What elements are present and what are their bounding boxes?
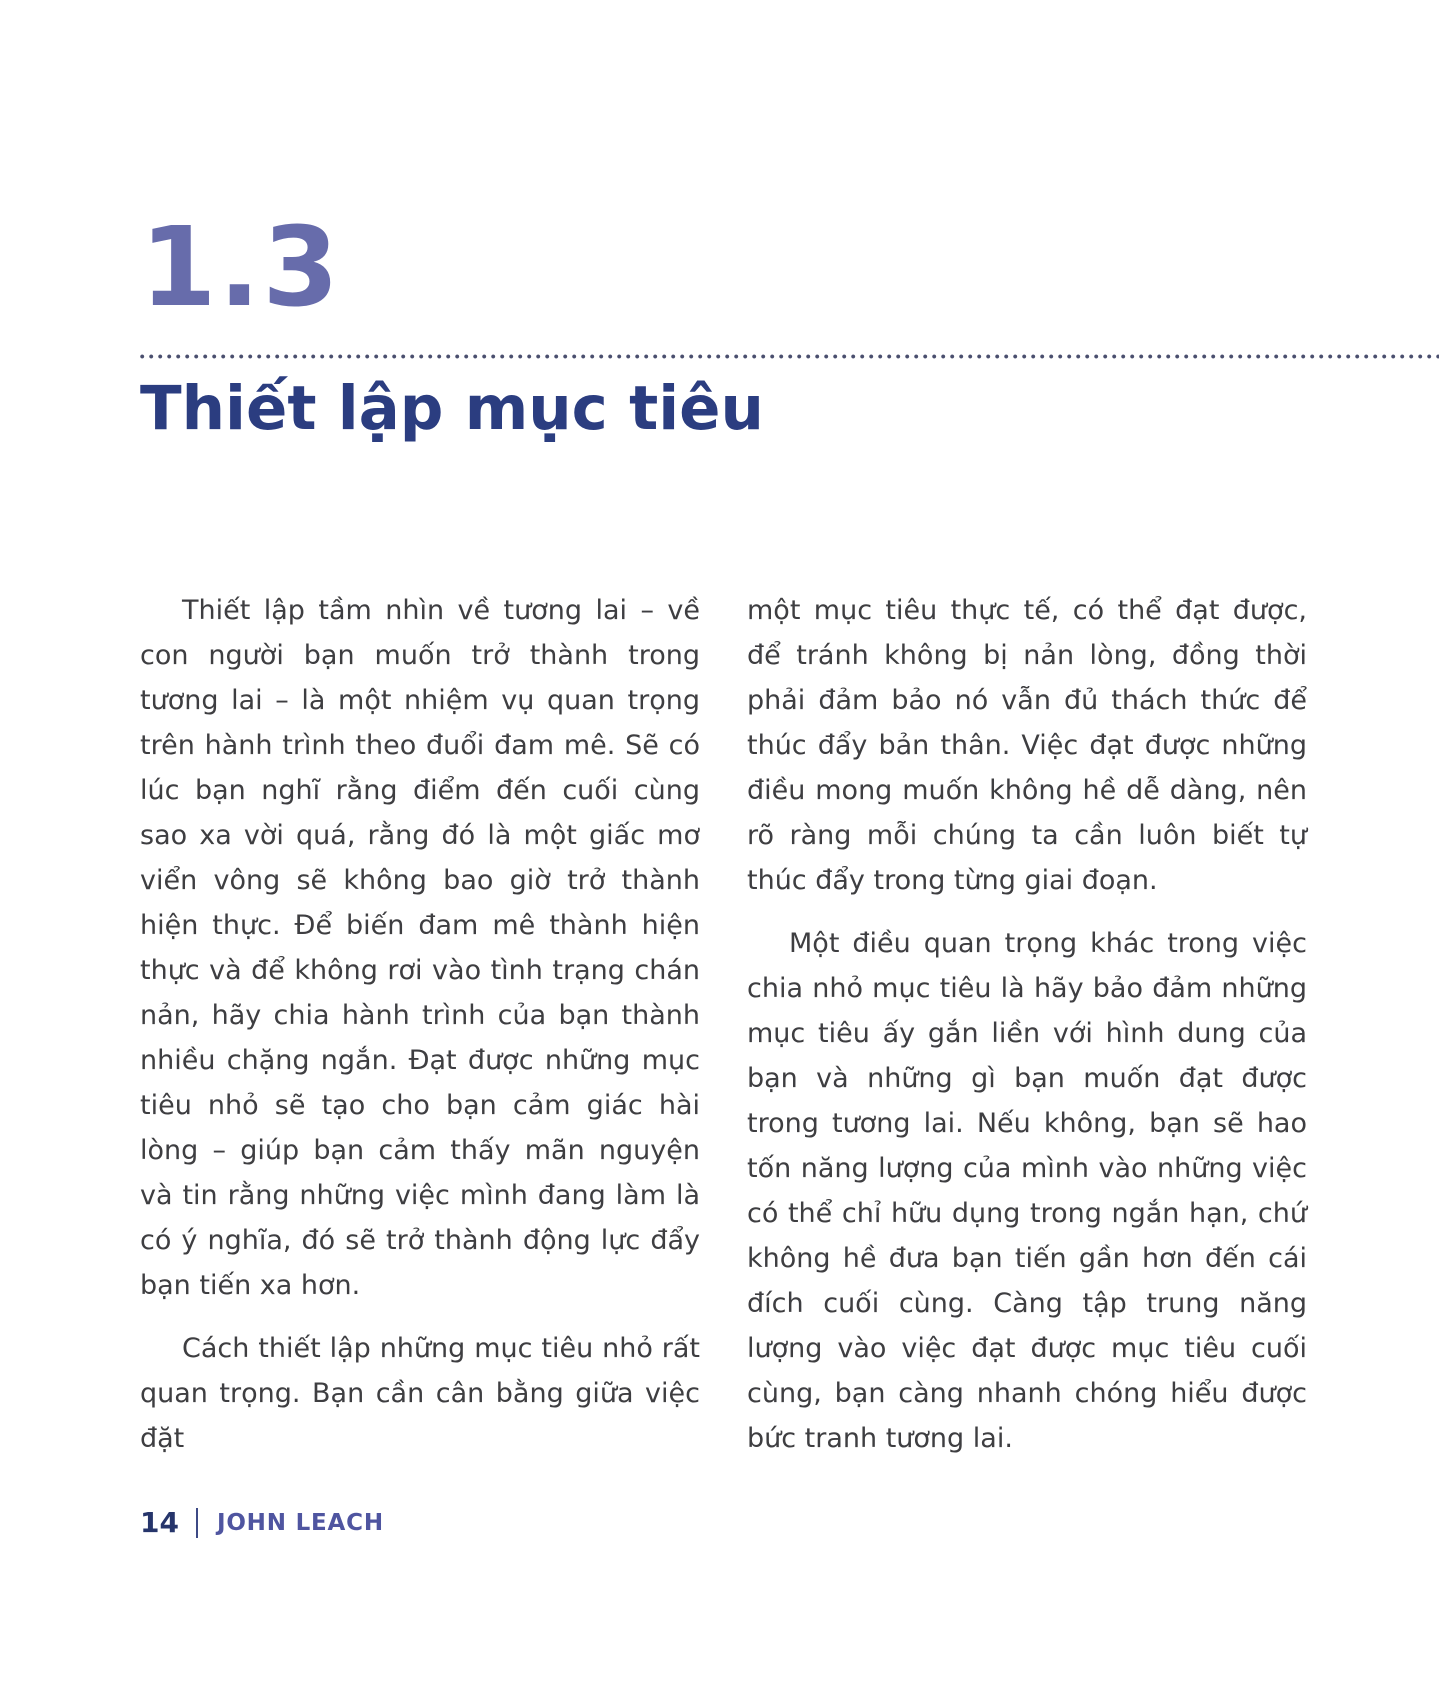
paragraph: một mục tiêu thực tế, có thể đạt được, để tránh không bị nản lòng, đồng thời phải đảm bảo nó vẫn đủ thách thức để thúc đẩy bản thân. Việc đạt được những điều mong muốn không hề dễ dàng, nên rõ ràng mỗi chúng ta cần luôn biết tự thúc đẩy trong từng giai đoạn. <box>747 595 1307 896</box>
paragraph: Cách thiết lập những mục tiêu nhỏ rất quan trọng. Bạn cần cân bằng giữa việc đặt <box>140 1333 700 1454</box>
author-name: JOHN LEACH <box>216 1509 384 1536</box>
page-footer <box>140 1506 384 1539</box>
dotted-divider <box>140 354 1439 359</box>
section-title: Thiết lập mục tiêu <box>140 373 764 444</box>
two-column-body <box>140 588 1307 1479</box>
section-number: 1.3 <box>140 203 341 331</box>
page-number: 14 <box>140 1506 179 1539</box>
paragraph: Thiết lập tầm nhìn về tương lai – về con người bạn muốn trở thành trong tương lai – là một nhiệm vụ quan trọng trên hành trình theo đuổi đam mê. Sẽ có lúc bạn nghĩ rằng điểm đến cuối cùng sao xa vời quá, rằng đó là một giấc mơ viển vông sẽ không bao giờ trở thành hiện thực. Để biến đam mê thành hiện thực và để không rơi vào tình trạng chán nản, hãy chia hành trình của bạn thành nhiều chặng ngắn. Đạt được những mục tiêu nhỏ sẽ tạo cho bạn cảm giác hài lòng – giúp bạn cảm thấy mãn nguyện và tin rằng những việc mình đang làm là có ý nghĩa, đó sẽ trở thành động lực đẩy bạn tiến xa hơn. <box>140 595 700 1301</box>
section-header <box>0 203 1439 444</box>
paragraph: Một điều quan trọng khác trong việc chia nhỏ mục tiêu là hãy bảo đảm những mục tiêu ấy gắn liền với hình dung của bạn và những gì bạn muốn đạt được trong tương lai. Nếu không, bạn sẽ hao tốn năng lượng của mình vào những việc có thể chỉ hữu dụng trong ngắn hạn, chứ không hề đưa bạn tiến gần hơn đến cái đích cuối cùng. Càng tập trung năng lượng vào việc đạt được mục tiêu cuối cùng, bạn càng nhanh chóng hiểu được bức tranh tương lai. <box>747 928 1307 1454</box>
right-column <box>747 588 1307 1479</box>
left-column <box>140 588 700 1479</box>
footer-separator <box>196 1508 198 1538</box>
